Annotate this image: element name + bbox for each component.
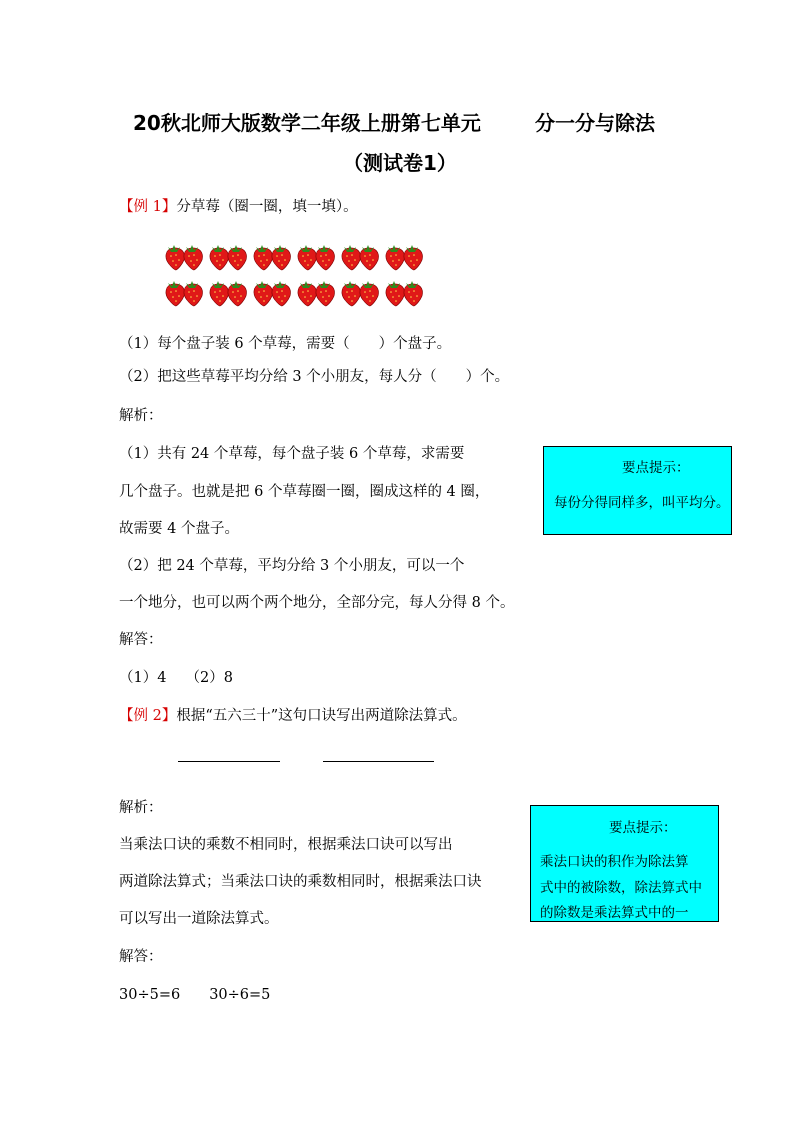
strawberry-icon [383,276,423,306]
example2-answer-label: 解答： [119,949,163,965]
strawberry-icon [207,276,247,306]
strawberry-icon [295,240,335,270]
example1-tip-box [543,446,732,535]
example2-analysis-line-1: 当乘法口诀的乘数不相同时，根据乘法口诀可以写出 [119,837,453,853]
example1-analysis-line-4: （2）把 24 个草莓，平均分给 3 个小朋友，可以一个 [119,558,465,574]
strawberry-icon [207,240,247,270]
example2-tip-title: 要点提示： [609,820,677,836]
example2-tip-box [530,805,719,922]
example1-analysis-line-1: （1）共有 24 个草莓，每个盘子装 6 个草莓，求需要 [119,446,465,462]
strawberry-icon [383,240,423,270]
strawberry-icon [295,276,335,306]
answer-blank-2 [323,761,434,762]
example2-tip-body-line-2: 式中的被除数，除法算式中 [540,880,702,896]
example1-question-1: （1）每个盘子装 6 个草莓，需要（ ）个盘子。 [119,336,452,352]
example1-analysis-line-5: 一个地分，也可以两个两个地分，全部分完，每人分得 8 个。 [119,595,515,611]
example1-answer: （1）4 （2）8 [119,670,234,686]
example1-answer-label: 解答： [119,632,163,648]
page-title-main: 20秋北师大版数学二年级上册第七单元 [133,111,481,135]
strawberry-icon [339,276,379,306]
example1-question-2: （2）把这些草莓平均分给 3 个小朋友，每人分（ ）个。 [119,369,510,385]
strawberry-icon [339,240,379,270]
example2-bracket-close: 】 [161,708,177,724]
example1-question: 分草莓（圈一圈，填一填）。 [176,199,358,215]
example2-analysis-label: 解析： [119,800,163,816]
example1-analysis-label: 解析： [119,408,163,424]
answer-blank-1 [178,761,280,762]
example2-heading [119,704,467,725]
strawberry-icon [251,276,291,306]
example1-analysis-line-3: 故需要 4 个盘子。 [119,521,239,537]
strawberry-picture [163,240,425,308]
example1-tip-body: 每份分得同样多，叫平均分。 [554,495,730,511]
strawberry-icon [163,240,203,270]
page-subtitle: （测试卷1） [343,151,457,175]
example1-bracket-open: 【 [119,199,134,215]
example1-analysis-line-2: 几个盘子。也就是把 6 个草莓圈一圈，圈成这样的 4 圈， [119,484,490,500]
example2-question: 根据“五六三十”这句口诀写出两道除法算式。 [176,708,467,724]
example2-analysis-line-3: 可以写出一道除法算式。 [119,911,279,927]
example1-heading [119,195,358,216]
example2-tip-body-line-1: 乘法口诀的积作为除法算 [540,854,689,870]
example2-analysis-line-2: 两道除法算式；当乘法口诀的乘数相同时，根据乘法口诀 [119,874,482,890]
example2-tip-body-line-3: 的除数是乘法算式中的一 [540,905,689,921]
strawberry-icon [251,240,291,270]
example2-bracket-open: 【 [119,708,134,724]
page-title-topic: 分一分与除法 [535,111,655,135]
example1-label: 例 1 [133,199,162,215]
strawberry-icon [163,276,203,306]
example1-tip-title: 要点提示： [622,460,690,476]
example2-label: 例 2 [133,708,162,724]
example1-bracket-close: 】 [161,199,177,215]
example2-answer: 30÷5=6 30÷6=5 [119,987,271,1003]
